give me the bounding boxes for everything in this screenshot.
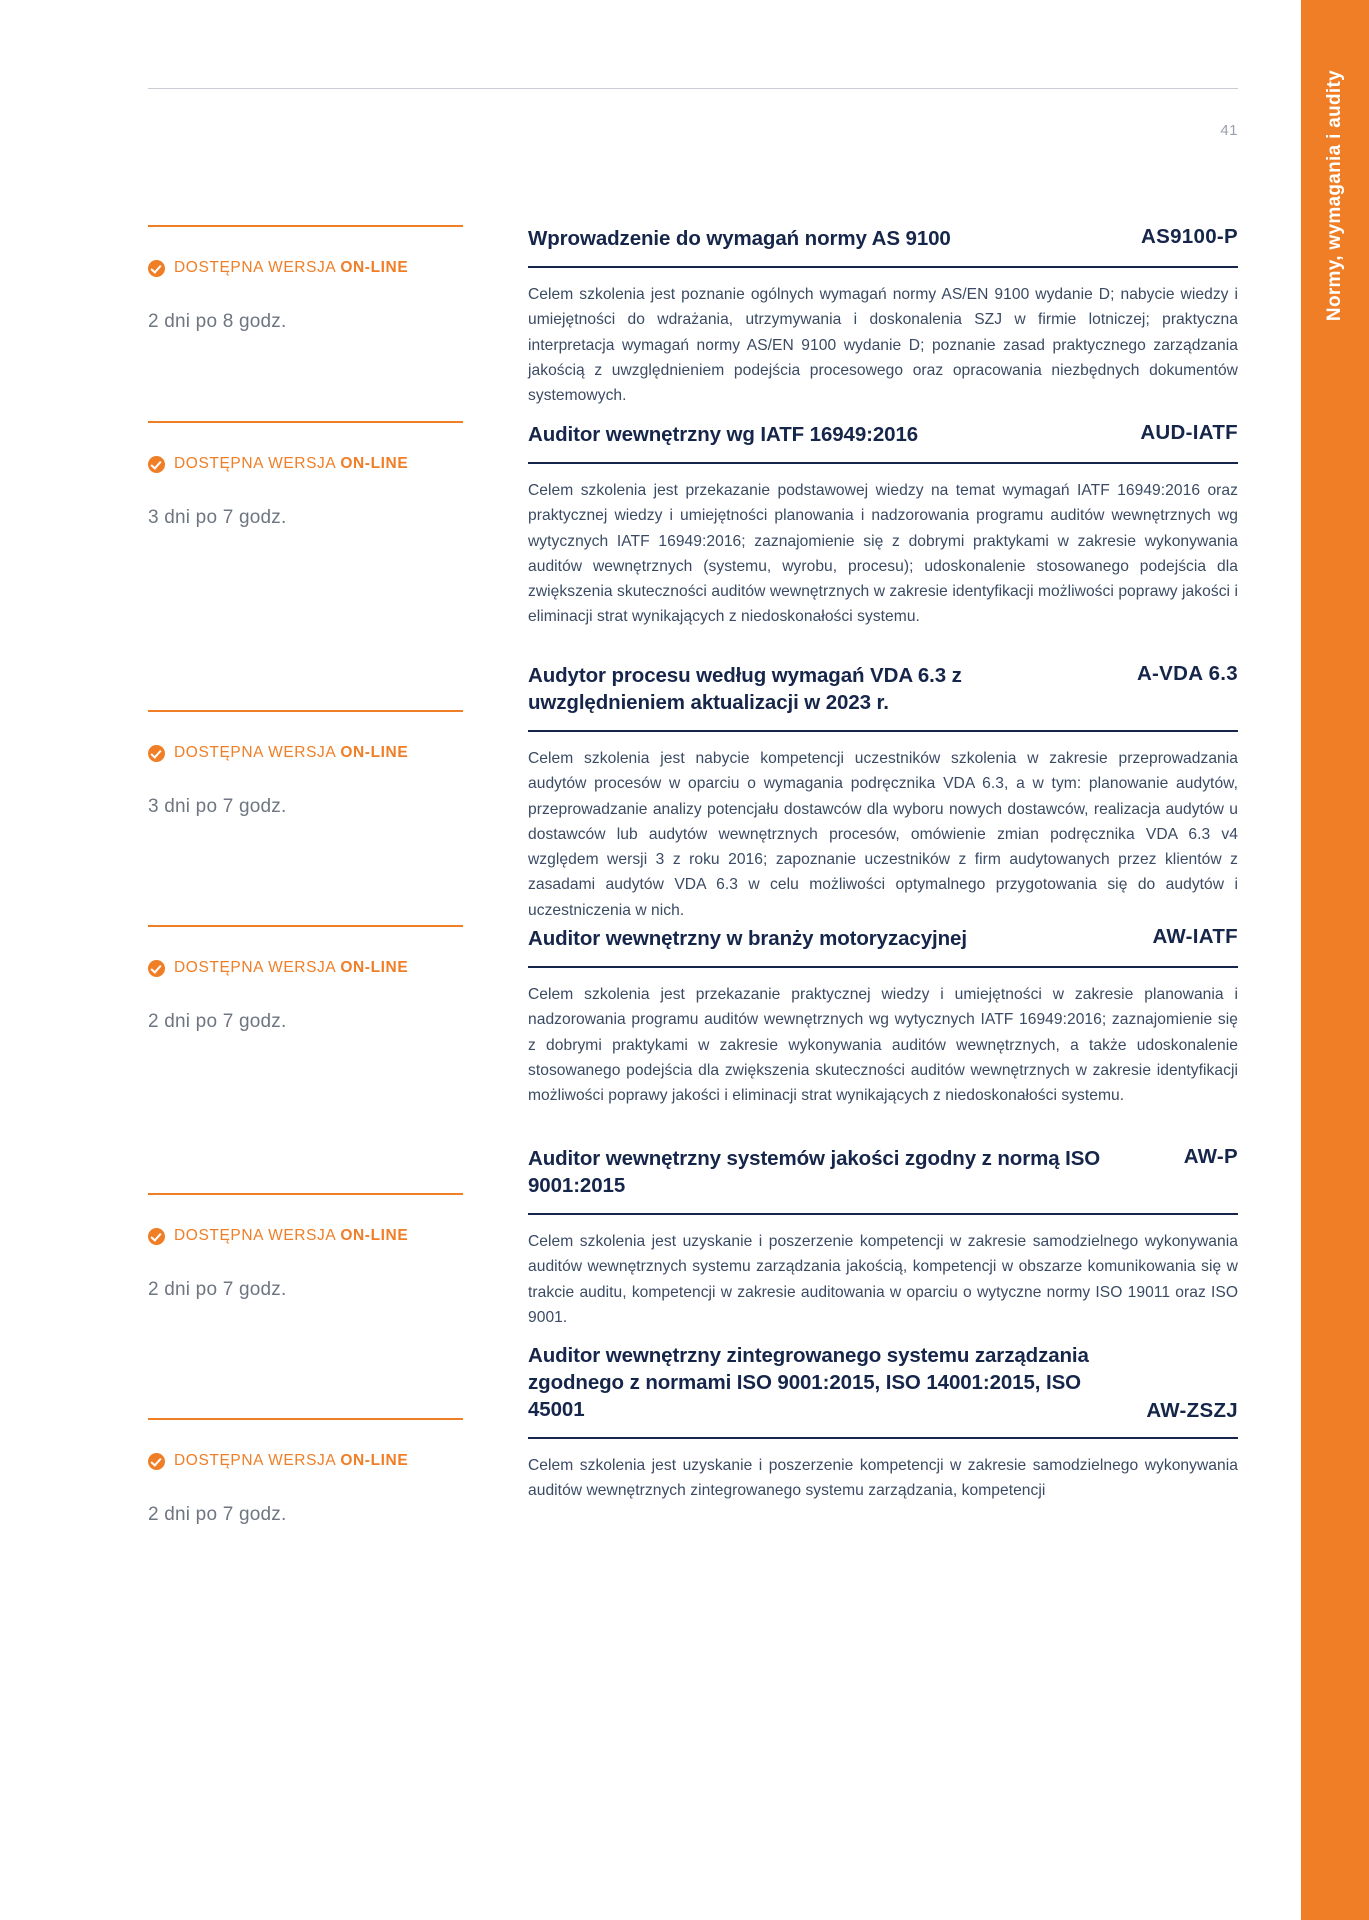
online-availability (148, 744, 463, 762)
course-description: Celem szkolenia jest nabycie kompetencji uczestników szkolenia w zakresie przeprowadzania audytów procesów w oparciu o wymagania podręcznika VDA 6.3, a w tym: planowanie audytów, przeprowadzanie analizy potencjału dostawców dla wyboru nowych dostawców, realizacja audytów u dostawców lub audytów wewnętrznych procesów, omówienie zmian podręcznika VDA 6.3 v4 względem wersji 3 z roku 2016; zapoznanie uczestników z firm audytowanych przez klientów z zasadami audytów VDA 6.3 w celu możliwości optymalnego przygotowania się do audytów i uczestniczenia w nich. (528, 750, 1238, 919)
course-title: Audytor procesu według wymagań VDA 6.3 z uwzględnieniem aktualizacji w 2023 r. (528, 664, 962, 715)
online-availability-label (174, 1452, 408, 1470)
course-title: Auditor wewnętrzny wg IATF 16949:2016 (528, 423, 919, 446)
meta-divider (148, 1193, 463, 1195)
online-prefix: DOSTĘPNA WERSJA (174, 259, 341, 276)
course-divider (528, 1213, 1238, 1215)
course-title: Auditor wewnętrzny systemów jakości zgodny z normą ISO 9001:2015 (528, 1147, 1101, 1198)
course-body (528, 421, 1238, 630)
course-header (528, 662, 1238, 716)
course-entry (148, 1342, 1238, 1525)
online-prefix: DOSTĘPNA WERSJA (174, 744, 341, 761)
online-availability (148, 1452, 463, 1470)
check-circle-icon (148, 1228, 165, 1245)
course-entry (148, 662, 1238, 923)
course-code: AUD-IATF (1140, 421, 1238, 444)
course-entry (148, 925, 1238, 1108)
online-availability-label (174, 959, 408, 977)
online-availability (148, 1227, 463, 1245)
check-circle-icon (148, 456, 165, 473)
online-availability (148, 959, 463, 977)
online-prefix: DOSTĘPNA WERSJA (174, 1452, 341, 1469)
course-code: AS9100-P (1141, 225, 1238, 248)
course-duration: 3 dni po 7 godz. (148, 796, 287, 817)
course-body (528, 1342, 1238, 1504)
online-strong: ON-LINE (340, 1227, 409, 1244)
online-availability (148, 259, 463, 277)
course-divider (528, 730, 1238, 732)
course-body (528, 225, 1238, 408)
online-prefix: DOSTĘPNA WERSJA (174, 455, 341, 472)
course-code: AW-ZSZJ (1146, 1399, 1238, 1423)
course-header (528, 421, 1238, 448)
course-header (528, 1342, 1238, 1423)
online-availability-label (174, 1227, 408, 1245)
online-prefix: DOSTĘPNA WERSJA (174, 1227, 341, 1244)
course-divider (528, 266, 1238, 268)
course-meta (148, 1418, 463, 1526)
check-circle-icon (148, 1453, 165, 1470)
course-entry (148, 225, 1238, 408)
meta-divider (148, 925, 463, 927)
course-code: AW-P (1183, 1145, 1238, 1168)
online-strong: ON-LINE (340, 959, 409, 976)
online-strong: ON-LINE (340, 1452, 409, 1469)
course-description: Celem szkolenia jest przekazanie podstawowej wiedzy na temat wymagań IATF 16949:2016 oraz praktycznej wiedzy i umiejętności planowania i nadzorowania programu auditów wewnętrznych wg wytycznych IATF 16949:2016; zaznajomienie się z dobrymi praktykami w zakresie wykonywania auditów wewnętrznych (systemu, wyrobu, procesu); udoskonalenie stosowanego podejścia dla zwiększenia skuteczności auditów wewnętrznych w zakresie identyfikacji możliwości poprawy jakości i eliminacji strat wynikających z niedoskonałości systemu. (528, 482, 1238, 626)
course-duration: 2 dni po 7 godz. (148, 1011, 287, 1032)
online-availability (148, 455, 463, 473)
online-strong: ON-LINE (340, 744, 409, 761)
course-code: AW-IATF (1152, 925, 1238, 948)
course-duration: 2 dni po 8 godz. (148, 311, 287, 332)
course-header (528, 1145, 1238, 1199)
course-body (528, 925, 1238, 1108)
course-code: A-VDA 6.3 (1136, 662, 1238, 685)
course-description: Celem szkolenia jest uzyskanie i poszerzenie kompetencji w zakresie samodzielnego wykonywania auditów wewnętrznych zintegrowanego systemu zarządzania, kompetencji (528, 1457, 1238, 1500)
header-divider (148, 88, 1238, 89)
course-header (528, 225, 1238, 252)
course-description: Celem szkolenia jest poznanie ogólnych wymagań normy AS/EN 9100 wydanie D; nabycie wiedzy i umiejętności do wdrażania, utrzymywania i doskonalenia SZJ w firmie lotniczej; praktyczna interpretacja wymagań normy AS/EN 9100 wydanie D; poznanie zasad praktycznego zarządzania jakością z uwzględnieniem podejścia procesowego oraz opracowania niezbędnych dokumentów systemowych. (528, 286, 1238, 405)
course-meta (148, 710, 463, 818)
online-prefix: DOSTĘPNA WERSJA (174, 959, 341, 976)
course-body (528, 662, 1238, 923)
section-side-tab (1301, 0, 1369, 1920)
course-divider (528, 1437, 1238, 1439)
meta-divider (148, 225, 463, 227)
course-entry (148, 421, 1238, 630)
check-circle-icon (148, 960, 165, 977)
course-header (528, 925, 1238, 952)
course-body (528, 1145, 1238, 1330)
page-number: 41 (1220, 122, 1238, 139)
course-divider (528, 966, 1238, 968)
course-meta (148, 925, 463, 1033)
course-description: Celem szkolenia jest uzyskanie i poszerzenie kompetencji w zakresie samodzielnego wykonywania auditów wewnętrznych systemu zarządzania jakością, kompetencji w obszarze komunikowania się w trakcie auditu, kompetencji w zakresie auditowania w oparciu o wytyczne normy ISO 19011 oraz ISO 9001. (528, 1233, 1238, 1326)
course-meta (148, 421, 463, 529)
course-title: Auditor wewnętrzny w branży motoryzacyjnej (528, 927, 967, 950)
course-duration: 3 dni po 7 godz. (148, 507, 287, 528)
course-divider (528, 462, 1238, 464)
course-title: Auditor wewnętrzny zintegrowanego systemu zarządzania zgodnego z normami ISO 9001:2015, ISO 14001:2015, ISO 45001 (528, 1344, 1089, 1422)
course-title: Wprowadzenie do wymagań normy AS 9100 (528, 227, 951, 250)
course-meta (148, 1193, 463, 1301)
course-meta (148, 225, 463, 333)
check-circle-icon (148, 260, 165, 277)
online-availability-label (174, 259, 408, 277)
online-availability-label (174, 455, 408, 473)
course-description: Celem szkolenia jest przekazanie praktycznej wiedzy i umiejętności w zakresie planowania i nadzorowania programu auditów wewnętrznych wg wytycznych IATF 16949:2016; zaznajomienie się z dobrymi praktykami w zakresie wykonywania auditów wewnętrznych, a także udoskonalenie stosowanego podejścia dla zwiększenia skuteczności auditów wewnętrznych w zakresie identyfikacji możliwości poprawy jakości i eliminacji strat wynikających z niedoskonałości systemu. (528, 986, 1238, 1105)
section-side-tab-label: Normy, wymagania i audity (1324, 70, 1345, 322)
online-strong: ON-LINE (340, 259, 409, 276)
check-circle-icon (148, 745, 165, 762)
online-availability-label (174, 744, 408, 762)
meta-divider (148, 710, 463, 712)
course-duration: 2 dni po 7 godz. (148, 1279, 287, 1300)
meta-divider (148, 1418, 463, 1420)
course-duration: 2 dni po 7 godz. (148, 1504, 287, 1525)
meta-divider (148, 421, 463, 423)
online-strong: ON-LINE (340, 455, 409, 472)
course-entry (148, 1145, 1238, 1330)
